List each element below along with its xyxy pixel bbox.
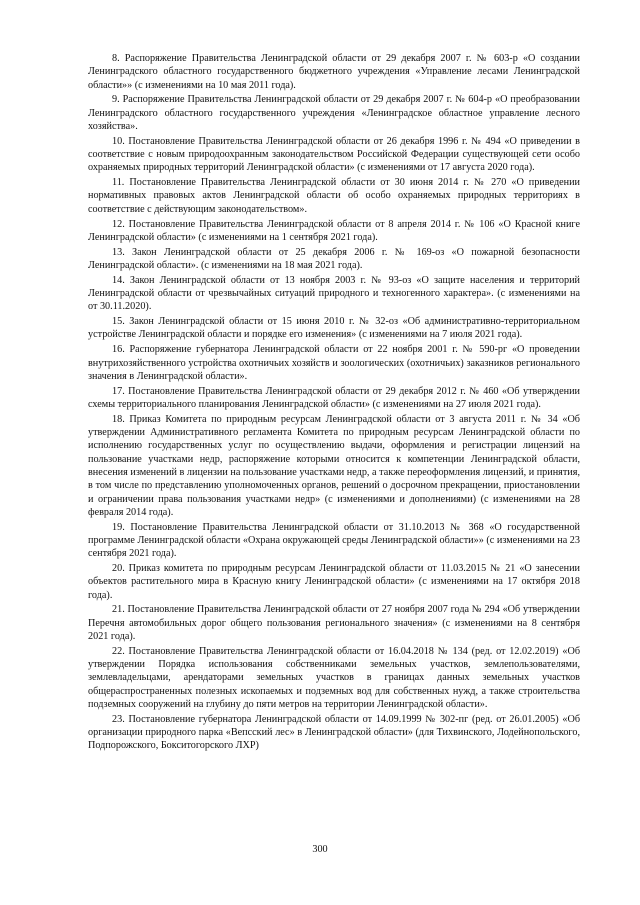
list-item: 14. Закон Ленинградской области от 13 ноября 2003 г. № 93-оз «О защите населения и территорий Ленинградской области от чрезвычайных ситуаций природного и техногенного характера». (с изменениями на от 30.11.2020). [88,274,580,313]
list-item: 19. Постановление Правительства Ленинградской области от 31.10.2013 № 368 «О государственной программе Ленинградской области «Охрана окружающей среды Ленинградской области»» (с изменениями на 23 сентября 2021 года). [88,521,580,560]
list-item: 23. Постановление губернатора Ленинградской области от 14.09.1999 № 302-пг (ред. от 26.01.2005) «Об организации природного парка «Вепсский лес» в Ленинградской области» (для Тихвинского, Лодейнопольского, Подпорожского, Бокситогорского ЛХР) [88,713,580,752]
list-item: 18. Приказ Комитета по природным ресурсам Ленинградской области от 3 августа 2011 г. № 34 «Об утверждении Административного регламента Комитета по природным ресурсам Ленинградской области по исполнению государственных услуг по осуществлению выдачи, оформления и регистрации лицензий на пользование участками недр, распоряжение которыми относится к компетенции Ленинградской области, внесения изменений в лицензии на пользование участками недр, а также переоформления лицензий, и принятия, в том числе по представлению уполномоченных органов, решений о досрочном прекращении, приостановлении и ограничении права пользования участками недр» (с изменениями и дополнениями) (с изменениями на 28 февраля 2014 года). [88,413,580,518]
list-item: 15. Закон Ленинградской области от 15 июня 2010 г. № 32-оз «Об административно-территориальном устройстве Ленинградской области и порядке его изменения» (с изменениями на 7 июля 2021 года). [88,316,580,341]
list-item: 8. Распоряжение Правительства Ленинградской области от 29 декабря 2007 г. № 603-р «О создании Ленинградского областного государственного бюджетного учреждения «Управление лесами Ленинградской области»» (с изменениями на 10 мая 2011 года). [88,53,580,91]
list-item: 10. Постановление Правительства Ленинградской области от 26 декабря 1996 г. № 494 «О приведении в соответствие с новым природоохранным законодательством Российской Федерации существующей сети особо охраняемых природных территорий Ленинградской области» (с изменениями от 17 августа 2020 года). [88,135,580,174]
list-item: 16. Распоряжение губернатора Ленинградской области от 22 ноября 2001 г. № 590-рг «О проведении внутрихозяйственного устройства охотничьих хозяйств и зоологических (охотничьих) заказников регионального значения в Ленинградской области». [88,344,580,382]
list-item: 22. Постановление Правительства Ленинградской области от 16.04.2018 № 134 (ред. от 12.02.2019) «Об утверждении Порядка использования собственниками земельных участков, землепользователями, землевладельцами, арендаторами земельных участков в границах данных земельных участков общераспространенных полезных ископаемых и подземных вод для собственных нужд, а также строительства подземных сооружений на глубину до пяти метров на территории Ленинградской области». [88,645,580,710]
list-item: 17. Постановление Правительства Ленинградской области от 29 декабря 2012 г. № 460 «Об утверждении схемы территориального планирования Ленинградской области» (с изменениями на 27 июля 2021 года). [88,385,580,410]
list-item: 13. Закон Ленинградской области от 25 декабря 2006 г. № 169-оз «О пожарной безопасности Ленинградской области». (с изменениями на 18 мая 2021 года). [88,246,580,271]
list-item: 20. Приказ комитета по природным ресурсам Ленинградской области от 11.03.2015 № 21 «О занесении объектов растительного мира в Красную книгу Ленинградской области» (с изменениями на 17 октября 2018 года). [88,562,580,601]
bibliography-list [88,52,580,754]
list-item: 9. Распоряжение Правительства Ленинградской области от 29 декабря 2007 г. № 604-р «О преобразовании Ленинградского областного государственного учреждения «Ленинградское областное управление лесного хозяйства». [88,94,580,132]
page-number: 300 [312,844,328,855]
list-item: 12. Постановление Правительства Ленинградской области от 8 апреля 2014 г. № 106 «О Красной книге Ленинградской области» (с изменениями на 1 сентября 2021 года). [88,218,580,243]
list-item: 11. Постановление Правительства Ленинградской области от 30 июня 2014 г. № 270 «О приведении нормативных правовых актов Ленинградской области об особо охраняемых природных территориях в соответствие с действующим законодательством». [88,177,580,215]
list-item: 21. Постановление Правительства Ленинградской области от 27 ноября 2007 года № 294 «Об утверждении Перечня автомобильных дорог общего пользования регионального значения» (с изменениями на 8 сентября 2021 года). [88,604,580,642]
